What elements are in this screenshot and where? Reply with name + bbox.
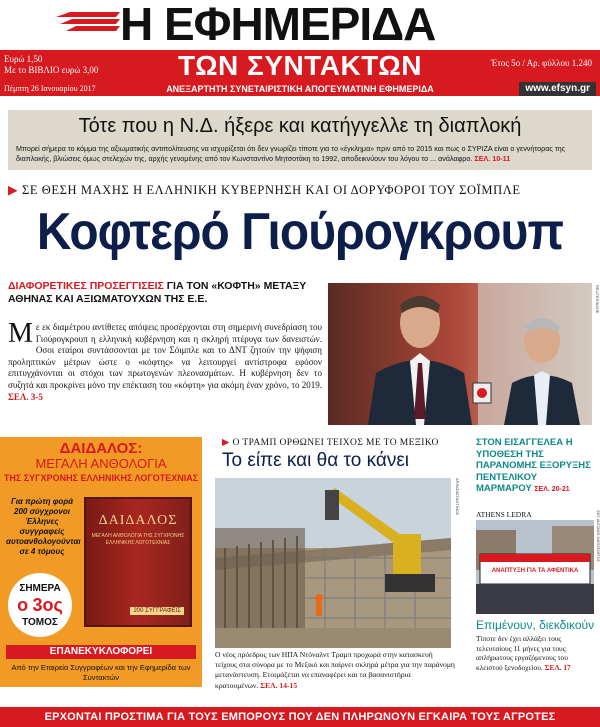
brand-name: Η ΕΦΗΜΕΡΙΔΑ (120, 0, 436, 50)
mid-photo-credit: AP/ΚΩΝΣΤΑΝΤΙΝΟΣ (455, 478, 460, 516)
ad-title: ΔΑΙΔΑΛΟΣ: (59, 440, 143, 457)
book-label: 200 ΣΥΓΓΡΑΦΕΙΣ (130, 607, 184, 615)
triangle-icon: ▶ (8, 183, 19, 197)
book-cover (84, 497, 192, 627)
tagline: ΑΝΕΞΑΡΤΗΤΗ ΣΥΝΕΤΑΙΡΙΣΤΙΚΗ ΑΠΟΓΕΥΜΑΤΙΝΗ ΕΦΗΜΕΡΙΔΑ (166, 84, 434, 94)
mid-body-text: Ο νέος πρόεδρος των ΗΠΑ Ντόναλντ Τραμπ προχωρά στην κατασκευή τείχους στα σύνορα με το Μεξικό και παίρνει σκληρά μέτρα για την παράνομη μετανάστευση. Ετοιμάζεται να επαναφέρει και τα βασανιστήρια κρατουμένων. (215, 650, 455, 690)
mid-kicker (222, 437, 450, 448)
footer-banner[interactable] (0, 707, 600, 727)
top-story-text: Μπορεί σήμερα το κόμμα της αξιωματικής αντιπολίτευσης να ισχυρίζεται ότι δεν γνωρίζει τίποτε για το «έγκλημα» πριν από το 2015 και πως ο ΣΥΡΙΖΑ είναι ο γεννήτορας της διαπλοκής, βλιώσεις όμως στελεχών της, αρχής γενομένης από τον Κωνσταντίνο Μητσοτάκη το 1992, αποδεικνύουν του λόγου το ... ανάλαφρο. (16, 144, 566, 163)
right-kicker[interactable] (476, 437, 594, 496)
right-photo-credit: ΦΩΤ. ΑΝΤΩΝΗΣ ΚΑΡΑΓΕΩΡΓΟΣ (596, 510, 600, 562)
wall-photo[interactable] (215, 478, 451, 648)
book-subtitle: ΜΕΓΑΛΗ ΑΝΘΟΛΟΓΙΑ ΤΗΣ ΣΥΓΧΡΟΝΗΣ ΕΛΛΗΝΙΚΗΣ ΛΟΓΟΤΕΧΝΙΑΣ (91, 533, 185, 546)
site-url[interactable]: www.efsyn.gr (519, 82, 596, 96)
top-story-box[interactable] (8, 110, 592, 170)
lead-sub-red: ΔΙΑΦΟΡΕΤΙΚΕΣ ΠΡΟΣΕΓΓΙΣΕΙΣ (8, 280, 164, 292)
masthead (0, 0, 600, 100)
right-body (476, 634, 596, 672)
lead-headline[interactable]: Κοφτερό Γιούρογκρουπ (36, 203, 564, 261)
mid-kicker-text: Ο ΤΡΑΜΠ ΟΡΘΩΝΕΙ ΤΕΙΧΟΣ ΜΕ ΤΟ ΜΕΞΙΚΟ (232, 438, 439, 448)
lead-sub-rest: ΓΙΑ ΤΟΝ «ΚΟΦΤΗ» ΜΕΤΑΞΥ ΑΘΗΝΑΣ ΚΑΙ ΑΞΙΩΜΑΤΟΥΧΩΝ ΤΗΣ Ε.Ε. (8, 280, 307, 305)
badge-today: ΣΗΜΕΡΑ (19, 583, 61, 594)
eurogroup-photo (328, 283, 592, 425)
badge-num: 3ος (32, 595, 63, 615)
right-headline[interactable]: Επιμένουν, διεκδικούν (476, 618, 595, 632)
badge-pre: ο (17, 595, 29, 615)
ad-text: Για πρώτη φορά 200 σύγχρονοι Έλληνες συγγραφείς αυτοανθολογούνται σε 4 τόμους (6, 497, 81, 556)
lead-kicker (8, 182, 592, 198)
issue-number: Έτος 5ο / Αρ. φύλλου 1.240 (490, 58, 592, 68)
lead-subheadline (8, 280, 328, 306)
right-body-text: Τίποτε δεν έχει αλλάξει τους τελευταίους 11 μήνες για τους απλήρωτους εργαζόμενους του κλειστού ξενοδοχείου. (476, 634, 568, 672)
lead-photo[interactable] (328, 283, 592, 425)
lead-kicker-text: ΣΕ ΘΕΣΗ ΜΑΧΗΣ Η ΕΛΛΗΝΙΚΗ ΚΥΒΕΡΝΗΣΗ ΚΑΙ ΟΙ ΔΟΡΥΦΟΡΟΙ ΤΟΥ ΣΟΪΜΠΛΕ (21, 183, 521, 197)
lead-body (8, 318, 322, 403)
sub-brand: ΤΩΝ ΣΥΝΤΑΚΤΩΝ (178, 50, 422, 81)
protest-photo[interactable] (476, 520, 594, 614)
top-story-body (16, 144, 586, 164)
volume-badge (8, 573, 72, 637)
badge-number (8, 595, 72, 616)
footer-headline: ΕΡΧΟΝΤΑΙ ΠΡΟΣΤΙΜΑ ΓΙΑ ΤΟΥΣ ΕΜΠΟΡΟΥΣ ΠΟΥ ΔΕΝ ΠΛΗΡΩΝΟΥΝ ΕΓΚΑΙΡΑ ΤΟΥΣ ΑΓΡΟΤΕΣ (44, 711, 556, 723)
right-page-ref: ΣΕΛ. 17 (544, 662, 571, 672)
top-story-headline: Τότε που η Ν.Δ. ήξερε και κατήγγελλε τη διαπλοκή (78, 115, 522, 137)
mid-headline[interactable]: Το είπε και θα το κάνει (222, 450, 410, 471)
right-kicker-text: ΣΤΟΝ ΕΙΣΑΓΓΕΛΕΑ Η ΥΠΟΘΕΣΗ ΤΗΣ ΠΑΡΑΝΟΜΗΣ ΕΞΟΡΥΞΗΣ ΠΕΝΤΕΛΙΚΟΥ ΜΑΡΜΑΡΟΥ (476, 437, 591, 494)
border-wall-photo (215, 478, 451, 648)
tagline-row (0, 82, 600, 96)
right-kicker-ref: ΣΕΛ. 20-21 (534, 486, 570, 493)
banner-text: ΑΝΑΠΤΥΞΗ ΓΙΑ ΤΑ ΑΦΕΝΤΙΚΑ (491, 568, 579, 574)
badge-volume: ΤΟΜΟΣ (22, 617, 58, 628)
top-story-page-ref: ΣΕΛ. 10-11 (474, 154, 511, 163)
book-ad[interactable] (0, 437, 202, 687)
ad-footer: Από την Εταιρεία Συγγραφέων και την Εφημερίδα των Συντακτών (11, 663, 191, 682)
book-title: ΔΑΙΔΑΛΟΣ (98, 513, 178, 528)
mid-page-ref: ΣΕΛ. 14-15 (260, 680, 298, 690)
lead-photo-credit: REUTERS/ΑΠΕ (595, 285, 600, 314)
wings-logo-icon (50, 8, 120, 38)
price-line: Ευρώ 1,50 (4, 54, 43, 64)
ad-banner: ΕΠΑΝΕΚΥΚΛΟΦΟΡΕΙ (6, 645, 196, 659)
lead-page-ref: ΣΕΛ. 3-5 (8, 391, 43, 402)
right-source: ATHENS LEDRA (476, 510, 532, 519)
ad-title-3: ΤΗΣ ΣΥΓΧΡΟΝΗΣ ΕΛΛΗΝΙΚΗΣ ΛΟΓΟΤΕΧΝΙΑΣ (3, 473, 199, 483)
ad-title-2: ΜΕΓΑΛΗ ΑΝΘΟΛΟΓΙΑ (35, 456, 167, 471)
issue-date: Πέμπτη 26 Ιανουαρίου 2017 (4, 84, 96, 93)
dropcap: Μ (8, 318, 33, 349)
price-box (4, 54, 98, 76)
lead-body-text: ε εκ διαμέτρου αντίθετες απόψεις προσέρχονται στη σημερινή συνεδρίαση του Γιούρογκρουπ η ελληνική κυβέρνηση και η σκληρή πτέρυγα των δανειστών. Οσοι εταίροι συντάσσονται με τον Σόιμπλε και το ΔΝΤ ζητούν την ψήφιση προληπτικών μέτρων ώστε ο «κόφτης» να λειτουργεί αντίστροφα εφόσον επιτυγχάνονται οι στόχοι των πρωτογενών πλεονασμάτων. Η κυβέρνηση δεν το συζητά και προκρίνει μόνο την επέκταση του «κόφτη» για ακόμη έναν χρόνο, το 2019. (8, 322, 322, 390)
price-book-line: Με το ΒΙΒΛΙΟ ευρώ 3,00 (4, 65, 99, 75)
mid-body (215, 650, 455, 691)
triangle-icon: ▶ (222, 438, 230, 448)
protest-banner-photo (476, 520, 594, 614)
